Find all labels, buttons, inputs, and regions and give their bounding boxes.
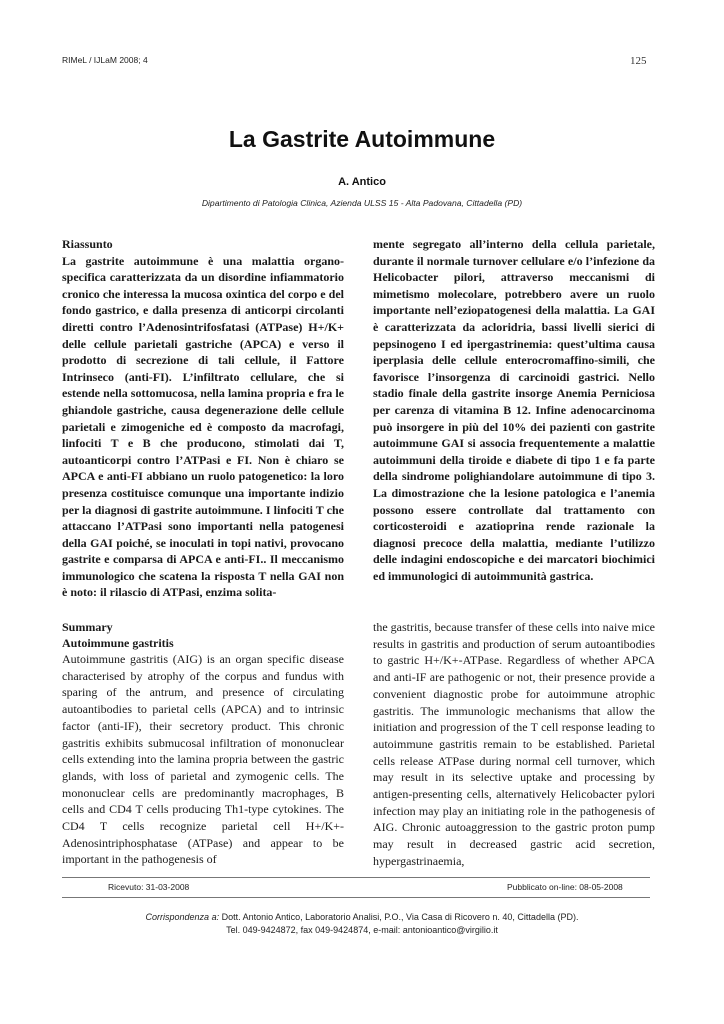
article-title: La Gastrite Autoimmune [228, 126, 496, 152]
correspondence-label: Corrispondenza a: [145, 912, 220, 922]
author-affiliation: Dipartimento di Patologia Clinica, Azienda ULSS 15 - Alta Padovana, Cittadella (PD) [201, 198, 523, 208]
riassunto-heading: Riassunto [62, 237, 113, 251]
summary-text-left: Autoimmune gastritis (AIG) is an organ specific disease characterised by atrophy of the corpus and fundus with sparing of the antrum, and presence of circulating autoantibodies to parietal cells (APCA) and to intrinsic factor (anti-IF), their secretory product. This chronic gastritis exhibits submucosal infiltration of mononuclear cells extending into the lamina propria between the gastric glands, with loss of parietal and zymogenic cells. The mononuclear cells are predominantly macrophages, B cells and CD4 T cells producing Th1-type cytokines. The CD4 T cells recognize parietal cell H+/K+-Adenosintriphosphatase (ATPase) and appear to be important in the pathogenesis of [62, 652, 344, 867]
summary-subheading: Autoimmune gastritis [62, 636, 174, 650]
footer-bottom-rule [62, 897, 650, 898]
footer-top-rule [62, 877, 650, 878]
riassunto-column-left [62, 236, 344, 601]
journal-citation: RIMeL / IJLaM 2008; 4 [62, 55, 148, 65]
riassunto-text-right: mente segregato all’interno della cellula parietale, durante il normale turnover cellulare e/o l’infezione da Helicobacter pilori, attraverso meccanismi di mimetismo molecolare, potrebbero avere un ruolo importante nell’eziopatogenesi della malattia. La GAI è caratterizzata da acloridria, bassi livelli sierici di pepsinogeno I ed ipergastrinemia: quest’ultima causa iperplasia delle cellule enterocromaffino-simili, che favorisce l’insorgenza di carcinoidi gastrici. Nello stadio finale della gastrite insorge Anemia Perniciosa per carenza di vitamina B 12. Infine adenocarcinoma può insorgere in più del 10% dei pazienti con gastrite autoimmune GAI si associa frequentemente a malattie autoimmuni della tiroide e diabete di tipo 1 e fa parte della sindrome polighiandolare autoimmune di tipo 3. La dimostrazione che la lesione patologica e l’anemia possono essere controllate dal trattamento con corticosteroidi e azatioprina rende razionale la diagnosi precoce della malattia, mediante l’utilizzo delle indagini endoscopiche e dei marcatori biochimici ed immunologici di autoimmunità gastrica. [373, 237, 655, 583]
correspondence-block [62, 911, 662, 937]
article-author: A. Antico [338, 176, 386, 188]
summary-column-left [62, 619, 344, 868]
summary-column-right [373, 619, 655, 870]
correspondence-address: Dott. Antonio Antico, Laboratorio Analisi, P.O., Via Casa di Ricovero n. 40, Cittadella (PD). [221, 912, 579, 922]
riassunto-column-right [373, 236, 655, 584]
summary-text-right: the gastritis, because transfer of these cells into naive mice results in gastritis and production of serum autoantibodies to gastric H+/K+-ATPase. Regardless of whether APCA and anti-IF are pathogenic or not, their presence provide a convenient diagnostic probe for autoimmune atrophic gastritis. The immunologic mechanisms that allow the initiation and progression of the T cell response leading to autoimmune gastritis remain to be established. Parietal cells release ATPase during normal cell turnover, which may result in its selective uptake and processing by antigen-presenting cells, alternatively Helicobacter pylori infection may play an initiating role in the pathogenesis of AIG. Chronic autoaggression to the gastric proton pump may result in decreased gastric acid secretion, hypergastrinaemia, [373, 620, 655, 868]
published-date: Pubblicato on-line: 08-05-2008 [507, 882, 623, 892]
correspondence-contact: Tel. 049-9424872, fax 049-9424874, e-mail: antonioantico@virgilio.it [226, 925, 498, 935]
correspondence-line-1 [62, 911, 662, 924]
summary-heading: Summary [62, 620, 113, 634]
riassunto-text-left: La gastrite autoimmune è una malattia organo-specifica caratterizzata da un disordine infiammatorio cronico che interessa la mucosa oxintica del corpo e del fondo gastrico, e dalla presenza di anticorpi circolanti diretti contro l’Adenosintrifosfatasi (ATPase) H+/K+ delle cellule parietali gastriche (APCA) e verso il prodotto di secrezione di tali cellule, il Fattore Intrinseco (anti-FI). L’infiltrato cellulare, che si estende nella sottomucosa, nella lamina propria e fra le ghiandole gastriche, causa degenerazione delle cellule parietali e zimogeniche ed è composto da macrofagi, linfociti T e B che producono, stimolati dai T, autoanticorpi contro l’ATPasi e FI. Non è chiaro se APCA e anti-FI abbiano un ruolo patogenetico: la loro presenza costituisce comunque una importante indizio per la diagnosi di gastrite autoimmune. I linfociti T che attaccano l’ATPasi sono importanti nella patogenesi della GAI poiché, se inoculati in topi nativi, provocano gastrite e comparsa di APCA e anti-FI.. Il meccanismo immunologico che scatena la risposta T nella GAI non è noto: il rilascio di ATPasi, enzima solita- [62, 253, 344, 600]
page-number: 125 [630, 55, 647, 67]
received-date: Ricevuto: 31-03-2008 [108, 882, 190, 892]
